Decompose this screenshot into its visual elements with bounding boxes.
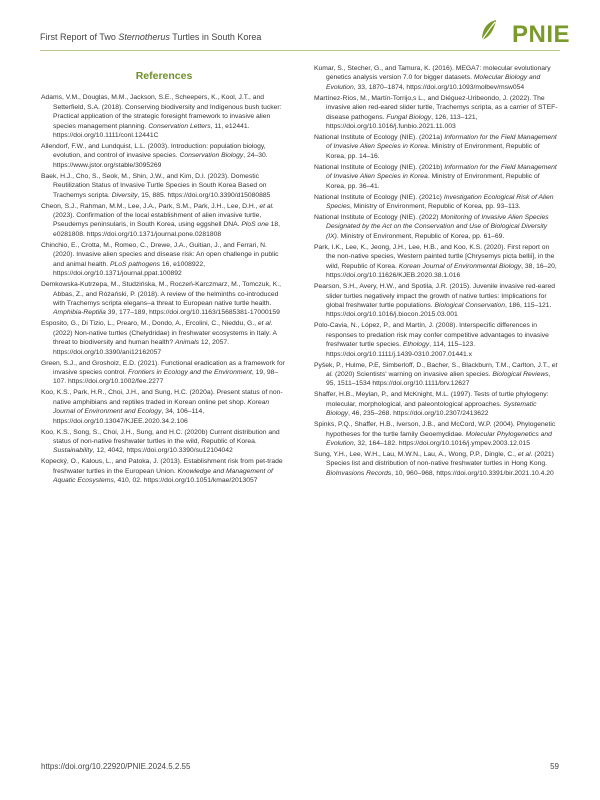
reference-text: . Ministry of Environment, Republic of Korea, pp. 36–41. — [326, 173, 540, 190]
leaf-icon — [478, 18, 498, 44]
reference-text: Esposito, G., Di Tizio, L., Prearo, M., Dondo, A., Ercolini, C., Nieddu, G., — [41, 320, 258, 328]
reference-text: Demkowska-Kutrzepa, M., Studzińska, M., Roczeń-Karczmarz, M., Tomczuk, K., Abbas, Z., and Różański, P. (2018). A review of the helminths co-introduced with Trachemys scripta elegans–a threat to European native turtle health. — [41, 281, 281, 307]
reference-entry — [41, 241, 287, 279]
reference-text: , 33, 1870–1874, https://doi.org/10.1093/molbev/msw054 — [353, 83, 525, 91]
right-column — [314, 64, 560, 480]
running-title-italic: Sternotherus — [118, 32, 170, 42]
reference-text: , Ministry of Environment, Republic of Korea, pp. 93–113. — [350, 203, 521, 211]
reference-text: 18, e0281808. https://doi.org/10.1371/journal.pone.0281808 — [53, 221, 281, 238]
reference-entry — [314, 133, 560, 161]
reference-text: . Ministry of Environment, Republic of Korea, pp. 61–69. — [336, 232, 505, 240]
reference-text: , 95, 1511–1534 https://doi.org/10.1111/brv.12627 — [326, 370, 551, 388]
reference-journal: et al. — [257, 320, 273, 328]
reference-text: Chinchio, E., Crotta, M., Romeo, C., Drewe, J.A., Guitian, J., and Ferrari, N. (2020). Invasive alien species and disease risk: An open challenge in public and animal health. — [41, 241, 279, 268]
reference-entry — [314, 282, 560, 320]
reference-text: Polo-Cavia, N., López, P., and Martín, J. (2008). Interspecific differences in responses to predation risk may confer competitive advantages to invasive freshwater turtle species. — [314, 322, 549, 349]
reference-text: National Institute of Ecology (NIE). (2021c) — [314, 193, 444, 201]
footer-doi-link[interactable]: https://doi.org/10.22920/PNIE.2024.5.2.55 — [41, 762, 191, 771]
reference-journal: Diversity — [111, 191, 138, 199]
reference-journal: Systematic Biology — [326, 400, 537, 418]
reference-journal: Korean Journal of Environment and Ecology — [53, 398, 270, 416]
reference-text: , 46, 235–268. https://doi.org/10.2307/2413622 — [348, 410, 489, 418]
reference-journal: Biological Reviews — [492, 370, 549, 378]
reference-text: , 114, 115–123. https://doi.org/10.1111/j.1439-0310.2007.01441.x — [326, 341, 476, 358]
reference-journal: Molecular Phylogenetics and Evolution — [326, 430, 552, 447]
reference-entry — [314, 64, 560, 92]
reference-text: Adams, V.M., Douglas, M.M., Jackson, S.E., Scheepers, K., Kool, J.T., and Setterfield, S.A. (2018). Conserving biodiversity and Indigenous bush tucker: Practical application of the strategic foresight framework to invasive alien species management planning. — [41, 94, 282, 130]
reference-entry — [314, 163, 560, 191]
reference-text: , 19, 98–107. https://doi.org/10.1002/fee.2277 — [53, 368, 279, 386]
reference-text: , 186, 115–121. https://doi.org/10.1016/j.biocon.2015.03.001 — [326, 301, 552, 319]
reference-entry — [41, 172, 287, 200]
reference-entry — [314, 450, 560, 478]
reference-text: (2022) Non-native turtles (Chelydridae) in freshwater ecosystems in Italy: A threat to biodiversity and human health? — [53, 329, 277, 347]
reference-journal: et al. — [259, 202, 274, 210]
reference-entry — [314, 94, 560, 132]
reference-text: Baek, H.J., Cho, S., Seok, M., Shin, J.W., and Kim, D.I. (2023). Domestic Reutilization Status of Invasive Turtle Species in South Korea Based on Trachemys scripta. — [41, 172, 267, 199]
reference-entry — [314, 361, 560, 389]
reference-entry — [41, 202, 287, 240]
reference-text: Park, I.K., Lee, K., Jeong, J.H., Lee, H.B., and Koo, K.S. (2020). First report on the non-native species, Western painted turtle [Chrysemys picta bellii], in the wild, Republic of Korea. — [314, 243, 555, 270]
reference-text: Allendorf, F.W., and Lundquist, L.L. (2003). Introduction: population biology, evolution, and control of invasive species. — [41, 143, 266, 160]
reference-entry — [41, 319, 287, 357]
reference-text: . Ministry of Environment, Republic of Korea, pp. 14–16. — [326, 143, 540, 160]
reference-list-right — [314, 64, 560, 478]
reference-journal: Information for the Field Management of Invasive Alien Species in Korea — [326, 163, 557, 181]
reference-journal: et al. — [517, 450, 533, 458]
reference-journal: Amphibia-Reptilia — [53, 309, 106, 317]
header-divider — [40, 50, 560, 51]
reference-text: , 10, 960–968, https://doi.org/10.3391/bir.2021.10.4.20 — [391, 469, 554, 477]
reference-text: , 32, 164–182. https://doi.org/10.1016/j.ympev.2003.12.015 — [353, 439, 531, 447]
reference-text: Shaffer, H.B., Meylan, P., and McKnight, M.L. (1997). Tests of turtle phylogeny: molecular, morphological, and paleontological approaches. — [314, 391, 549, 408]
reference-text: Koo, K.S., Park, H.R., Choi, J.H., and Sung, H.C. (2020a). Present status of non-native amphibians and reptiles traded in Korean online pet shop. — [41, 389, 283, 406]
reference-journal: Fungal Biology — [386, 113, 432, 121]
reference-text: (2023). Confirmation of the local establishment of alien invasive turtle, Pseudemys peninsularis, in South Korea, using eggshell DNA. — [53, 212, 262, 229]
references-heading: References — [135, 70, 193, 82]
running-title — [40, 32, 261, 42]
running-title-post: Turtles in South Korea — [169, 32, 262, 42]
reference-journal: Molecular Biology and Evolution — [326, 74, 541, 91]
reference-text: Green, S.J., and Grosholz, E.D. (2021). Functional eradication as a framework for invasive species control. — [41, 359, 285, 376]
reference-entry — [314, 243, 560, 281]
running-title-pre: First Report of Two — [40, 32, 119, 42]
reference-entry — [314, 213, 560, 241]
reference-text: , 410, 02. https://doi.org/10.1051/kmae/2013057 — [113, 477, 258, 485]
reference-text: (2021) Species list and distribution of non-native freshwater turtles in Hong Kong. — [326, 450, 554, 468]
reference-journal: Korean Journal of Environmental Biology — [398, 262, 522, 270]
reference-text: 12, 2057. https://doi.org/10.3390/ani12162057 — [53, 339, 229, 356]
reference-journal: Animals — [174, 339, 199, 347]
left-column — [41, 64, 287, 487]
reference-text: Koo, K.S., Song, S., Choi, J.H., Sung, and H.C. (2020b) Current distribution and status of non-native freshwater turtles in the wild, Republic of Korea. — [41, 428, 280, 445]
reference-entry — [41, 388, 287, 426]
reference-text: , 38, 16–20, https://doi.org/10.11626/KJEB.2020.38.1.016 — [326, 262, 557, 280]
reference-entry — [41, 280, 287, 318]
reference-text: Spinks, P.Q., Shaffer, H.B., Iverson, J.B., and McCord, W.P. (2004). Phylogenetic hypotheses for the turtle family Geoemydidae. — [314, 421, 556, 438]
reference-entry — [41, 428, 287, 456]
reference-list-left — [41, 93, 287, 485]
reference-journal: Ethology — [402, 341, 430, 349]
reference-entry — [41, 142, 287, 170]
reference-text: Pyšek, P., Hulme, P.E, Simberloff, D., Bacher, S., Blackburn, T.M., Carlton, J.T., — [314, 361, 552, 369]
journal-logo — [478, 18, 570, 46]
reference-entry — [314, 193, 560, 212]
reference-journal: Knowledge and Management of Aquatic Ecosystems — [53, 467, 273, 485]
reference-entry — [41, 457, 287, 485]
reference-text: 16, e1008922, https://doi.org/10.1371/journal.ppat.100892 — [53, 260, 206, 278]
reference-text: Kumar, S., Stecher, G., and Tamura, K. (2016). MEGA7: molecular evolutionary genetics analysis version 7.0 for bigger datasets. — [314, 65, 551, 82]
reference-journal: Information for the Field Management of Invasive Alien Species in Korea — [326, 134, 557, 151]
reference-text: , 12, 4042, https://doi.org/10.3390/su12104042 — [92, 447, 233, 455]
page-number: 59 — [550, 762, 559, 771]
reference-text: , 24–30. https://www.jstor.org/stable/3095269 — [53, 152, 268, 169]
reference-text: , 126, 113–121, https://doi.org/10.1016/j.funbio.2021.11.003 — [326, 113, 478, 131]
reference-text: , 11, e12441. https://doi.org/10.1111/conl.12441C — [53, 122, 250, 140]
reference-journal: Biological Conservation — [434, 301, 505, 309]
reference-entry — [314, 321, 560, 359]
reference-journal: Conservation Letters — [148, 122, 211, 130]
reference-journal: Investigation Ecological Risk of Alien Species — [326, 193, 554, 211]
logo-text: PNIE — [511, 21, 570, 48]
reference-text: Sung, Y.H., Lee, W.H., Lau, M.W.N., Lau, A., Wong, P.P., Dingle, C., — [314, 450, 518, 458]
reference-text: National Institute of Ecology (NIE). (2021a) — [314, 134, 445, 142]
reference-text: 39, 177–189, https://doi.org/10.1163/15685381-17000159 — [105, 309, 280, 317]
reference-entry — [314, 390, 560, 418]
reference-text: (2020) Scientists' warning on invasive alien species. — [333, 370, 493, 378]
reference-journal: et al. — [326, 361, 558, 378]
reference-entry — [41, 359, 287, 387]
reference-text: Kopecký, O., Kalous, L., and Patoka, J. (2013). Establishment risk from pet-trade freshwater turtles in the European Union. — [41, 458, 283, 475]
reference-text: National Institute of Ecology (NIE). (2022) — [314, 214, 441, 222]
reference-journal: Sustainability — [53, 447, 93, 455]
reference-journal: BioInvasions Records — [326, 469, 392, 477]
reference-text: , 34, 106–114, https://doi.org/10.13047/KJEE.2020.34.2.106 — [53, 408, 205, 425]
reference-text: National Institute of Ecology (NIE). (2021b) — [314, 163, 445, 171]
reference-entry — [314, 420, 560, 448]
reference-journal: Monitoring of Invasive Alien Species Designated by the Act on the Conservation and Use of Biological Diversity (IX) — [326, 214, 549, 240]
reference-text: Pearson, S.H., Avery, H.W., and Spotila, J.R. (2015). Juvenile invasive red-eared slider turtles negatively impact the growth of native turtles: Implications for global freshwater turtle populations. — [314, 283, 555, 309]
reference-text: Martínez-Ríos, M., Martín-Torrijo,s L., and Diéguez-Uribeondo, J. (2022). The invasive alien red-eared slider turtle, Trachemys scripta, as a carrier of STEF-disease pathogens. — [314, 94, 558, 121]
reference-text: , 15, 885. https://doi.org/10.3390/d15080885 — [137, 191, 271, 199]
reference-journal: Frontiers in Ecology and the Environment — [128, 368, 252, 376]
reference-journal: PLoS pathogens — [110, 260, 160, 268]
reference-entry — [41, 93, 287, 140]
reference-journal: PloS one — [241, 221, 269, 229]
reference-text: Cheon, S.J., Rahman, M.M., Lee, J.A., Park, S.M., Park, J.H., Lee, D.H., — [41, 202, 260, 210]
reference-journal: Conservation Biology — [179, 152, 244, 160]
